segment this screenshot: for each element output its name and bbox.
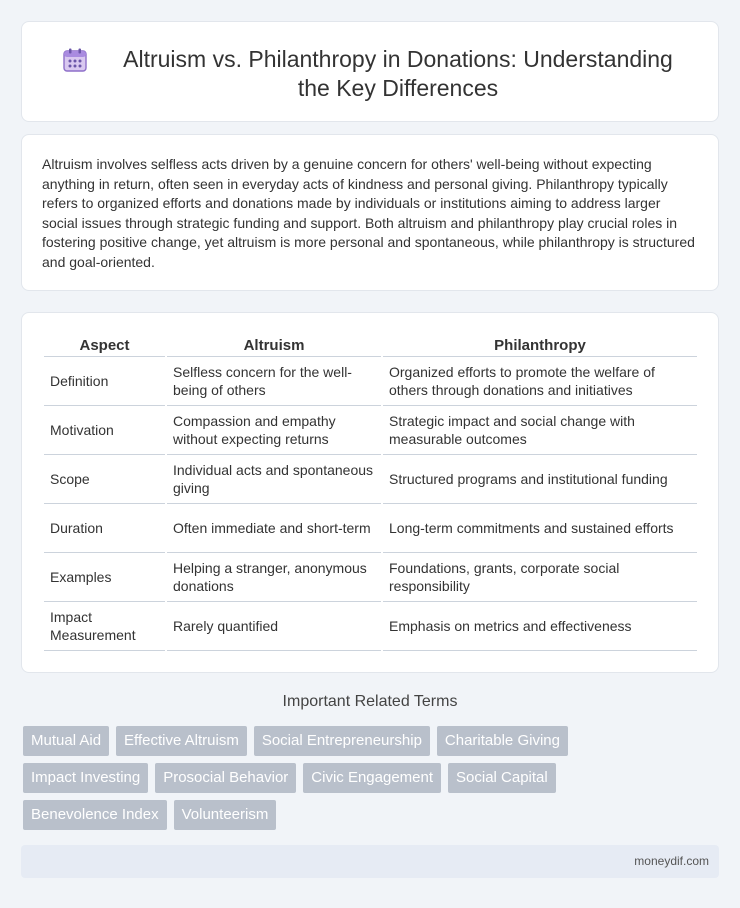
- cell-philanthropy: Foundations, grants, corporate social responsibility: [383, 553, 697, 602]
- cell-altruism: Helping a stranger, anonymous donations: [167, 553, 381, 602]
- cell-aspect: Definition: [44, 357, 165, 406]
- cell-altruism: Selfless concern for the well-being of others: [167, 357, 381, 406]
- cell-altruism: Rarely quantified: [167, 602, 381, 651]
- cell-aspect: Motivation: [44, 406, 165, 455]
- comparison-table: [42, 333, 699, 651]
- cell-altruism: Compassion and empathy without expecting returns: [167, 406, 381, 455]
- related-terms-list: [23, 726, 703, 837]
- cell-philanthropy: Organized efforts to promote the welfare of others through donations and initiatives: [383, 357, 697, 406]
- cell-aspect: Examples: [44, 553, 165, 602]
- tag-impact-investing[interactable]: Impact Investing: [23, 763, 148, 793]
- tag-benevolence-index[interactable]: Benevolence Index: [23, 800, 167, 830]
- table-row: [44, 406, 697, 455]
- cell-philanthropy: Strategic impact and social change with measurable outcomes: [383, 406, 697, 455]
- table-header-row: [44, 333, 697, 357]
- table-row: [44, 455, 697, 504]
- header-card: [21, 21, 719, 122]
- table-row: [44, 602, 697, 651]
- footer-site-link[interactable]: moneydif.com: [634, 854, 709, 868]
- title-wrap: [62, 45, 688, 103]
- tag-volunteerism[interactable]: Volunteerism: [174, 800, 277, 830]
- table-row: [44, 357, 697, 406]
- cell-philanthropy: Long-term commitments and sustained efforts: [383, 504, 697, 553]
- cell-philanthropy: Emphasis on metrics and effectiveness: [383, 602, 697, 651]
- cell-aspect: Duration: [44, 504, 165, 553]
- cell-philanthropy: Structured programs and institutional funding: [383, 455, 697, 504]
- tag-social-entrepreneurship[interactable]: Social Entrepreneurship: [254, 726, 430, 756]
- tag-prosocial-behavior[interactable]: Prosocial Behavior: [155, 763, 296, 793]
- table-row: [44, 553, 697, 602]
- tag-mutual-aid[interactable]: Mutual Aid: [23, 726, 109, 756]
- tag-civic-engagement[interactable]: Civic Engagement: [303, 763, 441, 793]
- cell-aspect: Scope: [44, 455, 165, 504]
- cell-altruism: Often immediate and short-term: [167, 504, 381, 553]
- calendar-icon: [62, 47, 88, 73]
- tag-social-capital[interactable]: Social Capital: [448, 763, 556, 793]
- intro-card: [21, 134, 719, 291]
- table-row: [44, 504, 697, 553]
- related-terms-heading: Important Related Terms: [282, 693, 458, 710]
- comparison-table-card: [21, 312, 719, 673]
- cell-altruism: Individual acts and spontaneous giving: [167, 455, 381, 504]
- header-aspect: Aspect: [44, 333, 165, 357]
- footer: [21, 845, 719, 878]
- page-title: Altruism vs. Philanthropy in Donations: Understanding the Key Differences: [123, 46, 673, 101]
- header-philanthropy: Philanthropy: [383, 333, 697, 357]
- header-altruism: Altruism: [167, 333, 381, 357]
- tag-charitable-giving[interactable]: Charitable Giving: [437, 726, 568, 756]
- intro-paragraph: Altruism involves selfless acts driven by a genuine concern for others' well-being without expecting anything in return, often seen in everyday acts of kindness and personal giving. Philanthropy typically refers to organized efforts and donations made by individuals or institutions aiming to address larger social issues through strategic funding and support. Both altruism and philanthropy play crucial roles in fostering positive change, yet altruism is more personal and spontaneous, while philanthropy is structured and goal-oriented.: [42, 156, 695, 270]
- tag-effective-altruism[interactable]: Effective Altruism: [116, 726, 247, 756]
- cell-aspect: Impact Measurement: [44, 602, 165, 651]
